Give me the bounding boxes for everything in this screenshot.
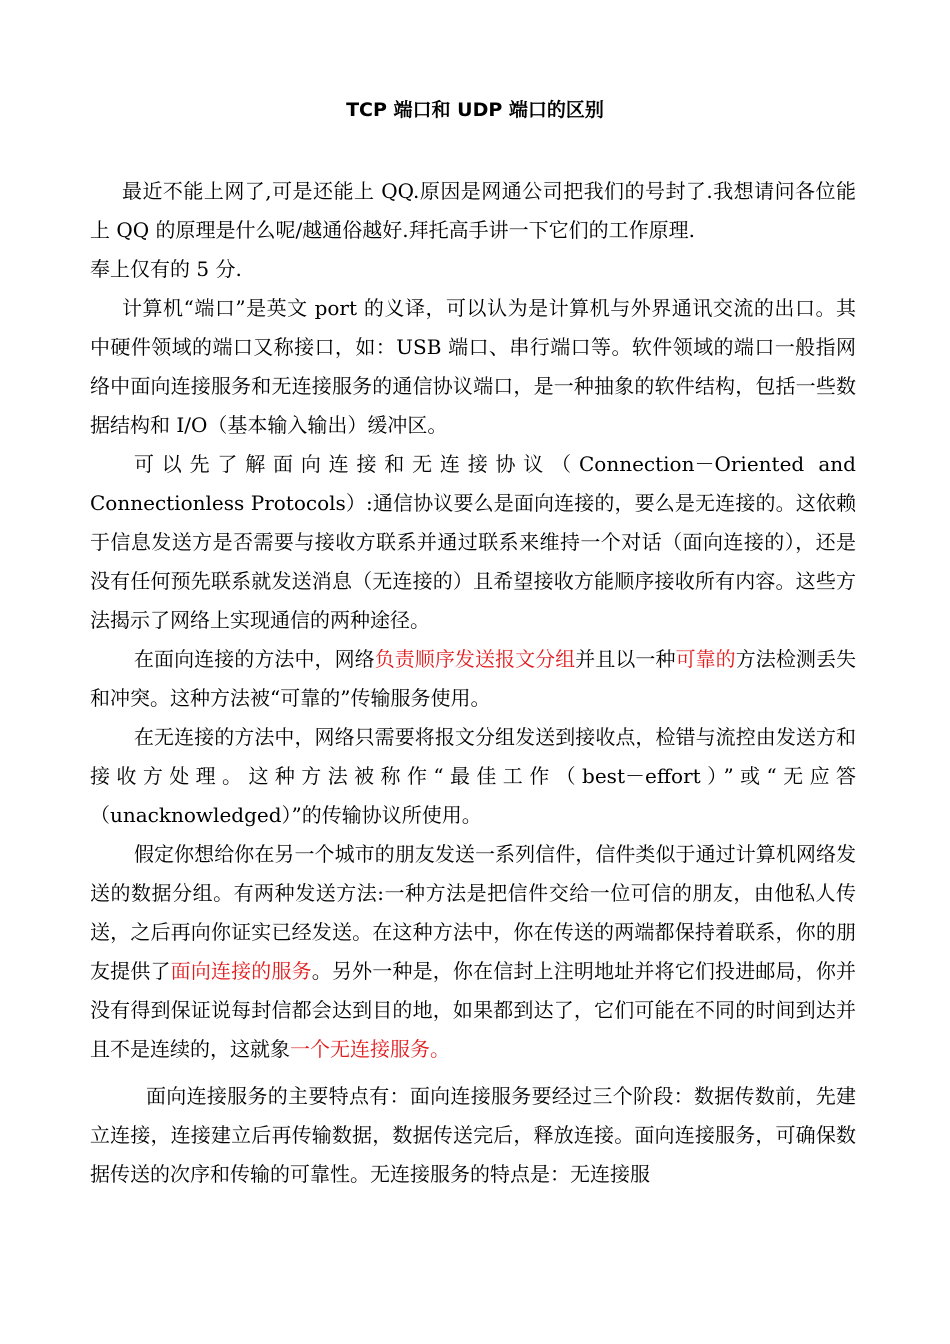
document-body (90, 172, 856, 1194)
paragraph (90, 250, 856, 289)
text-run: 奉上仅有的 5 分. (90, 257, 242, 281)
document-title: TCP 端口和 UDP 端口的区别 (346, 99, 604, 121)
text-run: 可以先了解面向连接和无连接协议（Connection－Oriented and Connectionless Protocols）:通信协议要么是面向连接的，要么是无连接的。这依赖于信息发送方是否需要与接收方联系并通过联系来维持一个对话（面向连接的），还是没有任何预先联系就发送消息（无连接的）且希望接收方能顺序接收所有内容。这些方法揭示了网络上实现通信的两种途径。 (90, 452, 856, 632)
text-run: 假定你想给你在另一个城市的朋友发送一系列信件，信件类似于通过计算机网络发送的数据分组。有两种发送方法:一种方法是把信件交给一位可信的朋友，由他私人传送，之后再向你证实已经发送。在这种方法中，你在传送的两端都保持着联系，你的朋友提供了 (90, 842, 856, 983)
paragraph (90, 835, 856, 1069)
paragraph (90, 289, 856, 445)
text-run: 。另外一种是，你在信封上注明地址并将它们投进邮局，你并没有得到保证说每封信都会达到目的地，如果都到达了，它们可能在不同的时间到达并且不是连续的，这就象 (90, 959, 857, 1061)
paragraph (90, 1077, 856, 1194)
text-run: 最近不能上网了,可是还能上 QQ.原因是网通公司把我们的号封了.我想请问各位能上 QQ 的原理是什么呢/越通俗越好.拜托高手讲一下它们的工作原理. (90, 179, 856, 242)
text-run: 在无连接的方法中，网络只需要将报文分组发送到接收点，检错与流控由发送方和接收方处理。这种方法被称作“最佳工作（best－effort）”或“无应答（unacknowledged）”的传输协议所使用。 (90, 725, 856, 827)
highlighted-text: 负责顺序发送报文分组 (374, 647, 576, 671)
highlighted-text: 可靠的 (675, 647, 736, 671)
text-run: 方法检测丢失和冲突。这种方法被“可靠的”传输服务使用。 (90, 647, 857, 710)
highlighted-text: 面向连接的服务 (170, 959, 312, 983)
paragraph (90, 640, 856, 718)
text-run: 计算机“端口”是英文 port 的义译，可以认为是计算机与外界通讯交流的出口。其中硬件领域的端口又称接口，如：USB 端口、串行端口等。软件领域的端口一般指网络中面向连接服务和无连接服务的通信协议端口，是一种抽象的软件结构，包括一些数据结构和 I/O（基本输入输出）缓冲区。 (90, 296, 856, 437)
highlighted-text: 一个无连接服务。 (290, 1037, 450, 1061)
paragraph (90, 445, 856, 640)
text-run: 面向连接服务的主要特点有：面向连接服务要经过三个阶段：数据传数前，先建立连接，连接建立后再传输数据，数据传送完后，释放连接。面向连接服务，可确保数据传送的次序和传输的可靠性。无连接服务的特点是：无连接服 (90, 1084, 856, 1186)
paragraph (90, 718, 856, 835)
paragraph (90, 172, 856, 250)
text-run: 在面向连接的方法中，网络 (134, 647, 375, 671)
text-run: 并且以一种 (575, 647, 676, 671)
